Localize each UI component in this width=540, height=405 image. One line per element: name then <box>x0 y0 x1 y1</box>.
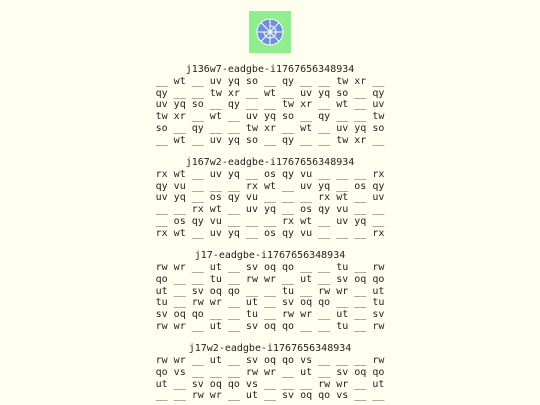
chord-blocks <box>0 64 540 405</box>
block-title: j17w2-eadgbe-i1767656348934 <box>188 343 352 355</box>
chord-block <box>0 157 540 240</box>
ammonite-shell-icon <box>254 16 286 48</box>
chord-block <box>0 343 540 402</box>
grid-row: tu __ rw wr __ ut __ sv oq qo __ __ tu <box>155 297 385 309</box>
block-title: j17-eadgbe-i1767656348934 <box>194 250 346 262</box>
fret-grid <box>0 169 540 240</box>
grid-row: so __ qy __ __ tw xr __ wt __ uv yq so <box>155 122 385 134</box>
grid-row: __ __ rw wr __ ut __ sv oq qo vs __ __ <box>155 390 385 402</box>
grid-row: tw xr __ wt __ uv yq so __ qy __ __ tw <box>155 111 385 123</box>
grid-row: rx wt __ uv yq __ os qy vu __ __ __ rx <box>155 227 385 239</box>
fret-grid <box>0 355 540 402</box>
logo <box>249 11 291 53</box>
grid-row: qy vu __ __ __ rx wt __ uv yq __ os qy <box>155 180 385 192</box>
chord-block <box>0 64 540 147</box>
fret-grid <box>0 76 540 147</box>
grid-row: __ __ rx wt __ uv yq __ os qy vu __ __ <box>155 204 385 216</box>
grid-row: qy __ __ tw xr __ wt __ uv yq so __ qy <box>155 87 385 99</box>
grid-row: uv yq __ os qy vu __ __ __ rx wt __ uv <box>155 192 385 204</box>
chord-block <box>0 250 540 333</box>
block-title: j136w7-eadgbe-i1767656348934 <box>185 64 355 75</box>
grid-row: qo __ __ tu __ rw wr __ ut __ sv oq qo <box>155 273 385 285</box>
grid-row: __ os qy vu __ __ __ rx wt __ uv yq __ <box>155 216 385 228</box>
grid-row: rw wr __ ut __ sv oq qo __ __ tu __ rw <box>155 320 385 332</box>
block-title: j167w2-eadgbe-i1767656348934 <box>185 157 355 169</box>
grid-row: __ wt __ uv yq so __ qy __ __ tw xr __ <box>155 134 385 146</box>
grid-row: qo vs __ __ __ rw wr __ ut __ sv oq qo <box>155 366 385 378</box>
grid-row: __ wt __ uv yq so __ qy __ __ tw xr __ <box>155 75 385 87</box>
grid-row: rw wr __ ut __ sv oq qo __ __ tu __ rw <box>155 261 385 273</box>
grid-row: rx wt __ uv yq __ os qy vu __ __ __ rx <box>155 168 385 180</box>
grid-row: uv yq so __ qy __ __ tw xr __ wt __ uv <box>155 99 385 111</box>
grid-row: ut __ sv oq qo __ __ tu __ rw wr __ ut <box>155 285 385 297</box>
grid-row: rw wr __ ut __ sv oq qo vs __ __ __ rw <box>155 355 385 367</box>
grid-row: ut __ sv oq qo vs __ __ __ rw wr __ ut <box>155 378 385 390</box>
fret-grid <box>0 262 540 333</box>
grid-row: sv oq qo __ __ tu __ rw wr __ ut __ sv <box>155 309 385 321</box>
